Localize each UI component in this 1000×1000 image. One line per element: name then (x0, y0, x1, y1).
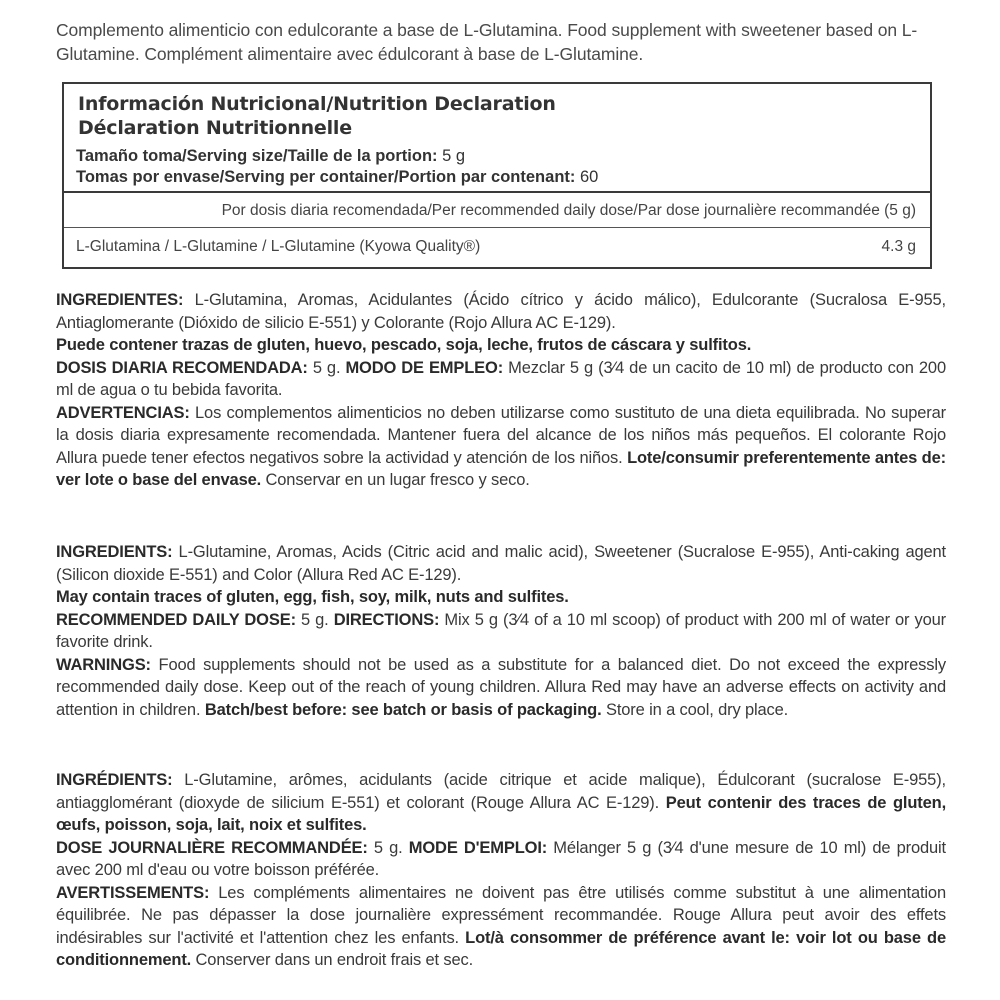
es-dose-directions (56, 357, 946, 402)
spanish-section (56, 289, 946, 492)
fr-ingredients-label: INGRÉDIENTS: (56, 771, 173, 789)
nutrient-name: L-Glutamina / L-Glutamine / L-Glutamine (Kyowa Quality®) (76, 238, 481, 255)
es-warnings-label: ADVERTENCIAS: (56, 403, 190, 422)
serving-size-label: Tamaño toma/Serving size/Taille de la portion: (76, 147, 438, 165)
es-directions-label: MODO DE EMPLEO: (345, 358, 504, 377)
es-ingredients-label: INGREDIENTES: (56, 291, 184, 309)
dose-column-header: Por dosis diaria recomendada/Per recommended daily dose/Par dose journalière recommandée (5 g) (221, 202, 916, 219)
es-warnings (56, 402, 946, 492)
en-storage-text: Store in a cool, dry place. (601, 700, 789, 719)
fr-allergens: Peut contenir des traces de gluten, œufs, poisson, soja, lait, noix et sulfites. (56, 793, 947, 834)
en-ingredients (56, 541, 946, 586)
fr-warnings-label: AVERTISSEMENTS: (56, 883, 210, 902)
french-section (56, 769, 946, 972)
nutrition-title (78, 92, 556, 140)
es-directions-text: Mezclar 5 g (3⁄4 de un cacito de 10 ml) de producto con 200 ml de agua o tu bebida favorita. (56, 358, 946, 399)
nutrition-declaration-box (62, 82, 932, 269)
serving-size-value: 5 g (442, 147, 466, 165)
fr-ingredients (56, 769, 946, 837)
serving-size-row (76, 146, 906, 167)
fr-directions-text: Mélanger 5 g (3⁄4 d'une mesure de 10 ml) de produit avec 200 ml d'eau ou votre boisson préférée. (56, 838, 946, 879)
divider-thin (64, 227, 930, 228)
es-dose-text: 5 g. (307, 358, 346, 377)
en-warnings-text: Food supplements should not be used as a substitute for a balanced diet. Do not exceed the expressly recommended daily dose. Keep out of the reach of young children. Allura Red may have an adverse effects on activity and attention in children. (56, 655, 946, 719)
english-section (56, 541, 946, 721)
fr-warnings (56, 882, 946, 972)
fr-warnings-text: Les compléments alimentaires ne doivent pas être utilisés comme substitut à une alimentation équilibrée. Ne pas dépasser la dose journalière expressément recommandée. Rouge Allura peut avoir des effets indésirables sur l'activité et l'attention chez les enfants. (56, 883, 946, 947)
fr-storage-text: Conserver dans un endroit frais et sec. (191, 951, 474, 969)
es-dose-label: DOSIS DIARIA RECOMENDADA: (56, 358, 308, 377)
servings-per-container-label: Tomas por envase/Serving per container/Portion par contenant: (76, 168, 576, 186)
fr-dose-directions (56, 837, 946, 882)
servings-per-container-value: 60 (579, 168, 599, 186)
en-batch-label: Batch/best before: see batch or basis of packaging. (204, 700, 602, 719)
en-warnings-label: WARNINGS: (56, 655, 151, 674)
es-warnings-text: Los complementos alimenticios no deben utilizarse como sustituto de una dieta equilibrada. No superar la dosis diaria expresamente recomendada. Mantener fuera del alcance de los niños más pequeños. El colorante Rojo Allura puede tener efectos negativos sobre la actividad y atención de los niños. (56, 403, 946, 467)
fr-dose-text: 5 g. (367, 838, 409, 857)
product-description: Complemento alimenticio con edulcorante a base de L-Glutamina. Food supplement with sweetener based on L-Glutamine. Complément alimentaire avec édulcorant à base de L-Glutamine. (56, 20, 918, 64)
es-allergens: Puede contener trazas de gluten, huevo, pescado, soja, leche, frutos de cáscara y sulfitos. (56, 336, 752, 354)
es-ingredients-text: L-Glutamina, Aromas, Acidulantes (Ácido cítrico y ácido málico), Edulcorante (Sucralosa E-955, Antiaglomerante (Dióxido de silicio E-551) y Colorante (Rojo Allura AC E-129). (56, 291, 946, 332)
en-ingredients-text: L-Glutamine, Aromas, Acids (Citric acid and malic acid), Sweetener (Sucralose E-955), Anti-caking agent (Silicon dioxide E-551) and Color (Allura Red AC E-129). (56, 543, 946, 584)
fr-directions-label: MODE D'EMPLOI: (408, 838, 548, 857)
nutrient-value: 4.3 g (881, 238, 916, 255)
en-dose-text: 5 g. (295, 610, 334, 629)
fr-dose-label: DOSE JOURNALIÈRE RECOMMANDÉE: (56, 838, 368, 857)
divider-thick (64, 191, 930, 193)
en-dose-directions (56, 609, 946, 654)
en-directions-label: DIRECTIONS: (333, 610, 440, 629)
nutrition-title-line1: Información Nutricional/Nutrition Declaration (78, 93, 556, 115)
fr-batch-label: Lot/à consommer de préférence avant le: voir lot ou base de conditionnement. (56, 928, 946, 969)
es-ingredients (56, 289, 946, 334)
es-storage-text: Conservar en un lugar fresco y seco. (261, 471, 530, 489)
es-batch-label: Lote/consumir preferentemente antes de: ver lote o base del envase. (56, 448, 946, 489)
servings-per-container-row (76, 167, 906, 188)
en-dose-label: RECOMMENDED DAILY DOSE: (56, 610, 296, 629)
fr-ingredients-text: L-Glutamine, arômes, acidulants (acide citrique et acide malique), Édulcorant (sucralose E-955), antiagglomérant (dioxyde de silicium E-551) et colorant (Rouge Allura AC E-129). (56, 771, 946, 812)
en-allergens: May contain traces of gluten, egg, fish, soy, milk, nuts and sulfites. (56, 588, 569, 606)
serving-info (76, 146, 906, 188)
en-ingredients-label: INGREDIENTS: (56, 543, 173, 561)
en-directions-text: Mix 5 g (3⁄4 of a 10 ml scoop) of product with 200 ml of water or your favorite drink. (56, 610, 946, 651)
nutrition-title-line2: Déclaration Nutritionnelle (78, 117, 352, 139)
en-warnings (56, 654, 946, 722)
